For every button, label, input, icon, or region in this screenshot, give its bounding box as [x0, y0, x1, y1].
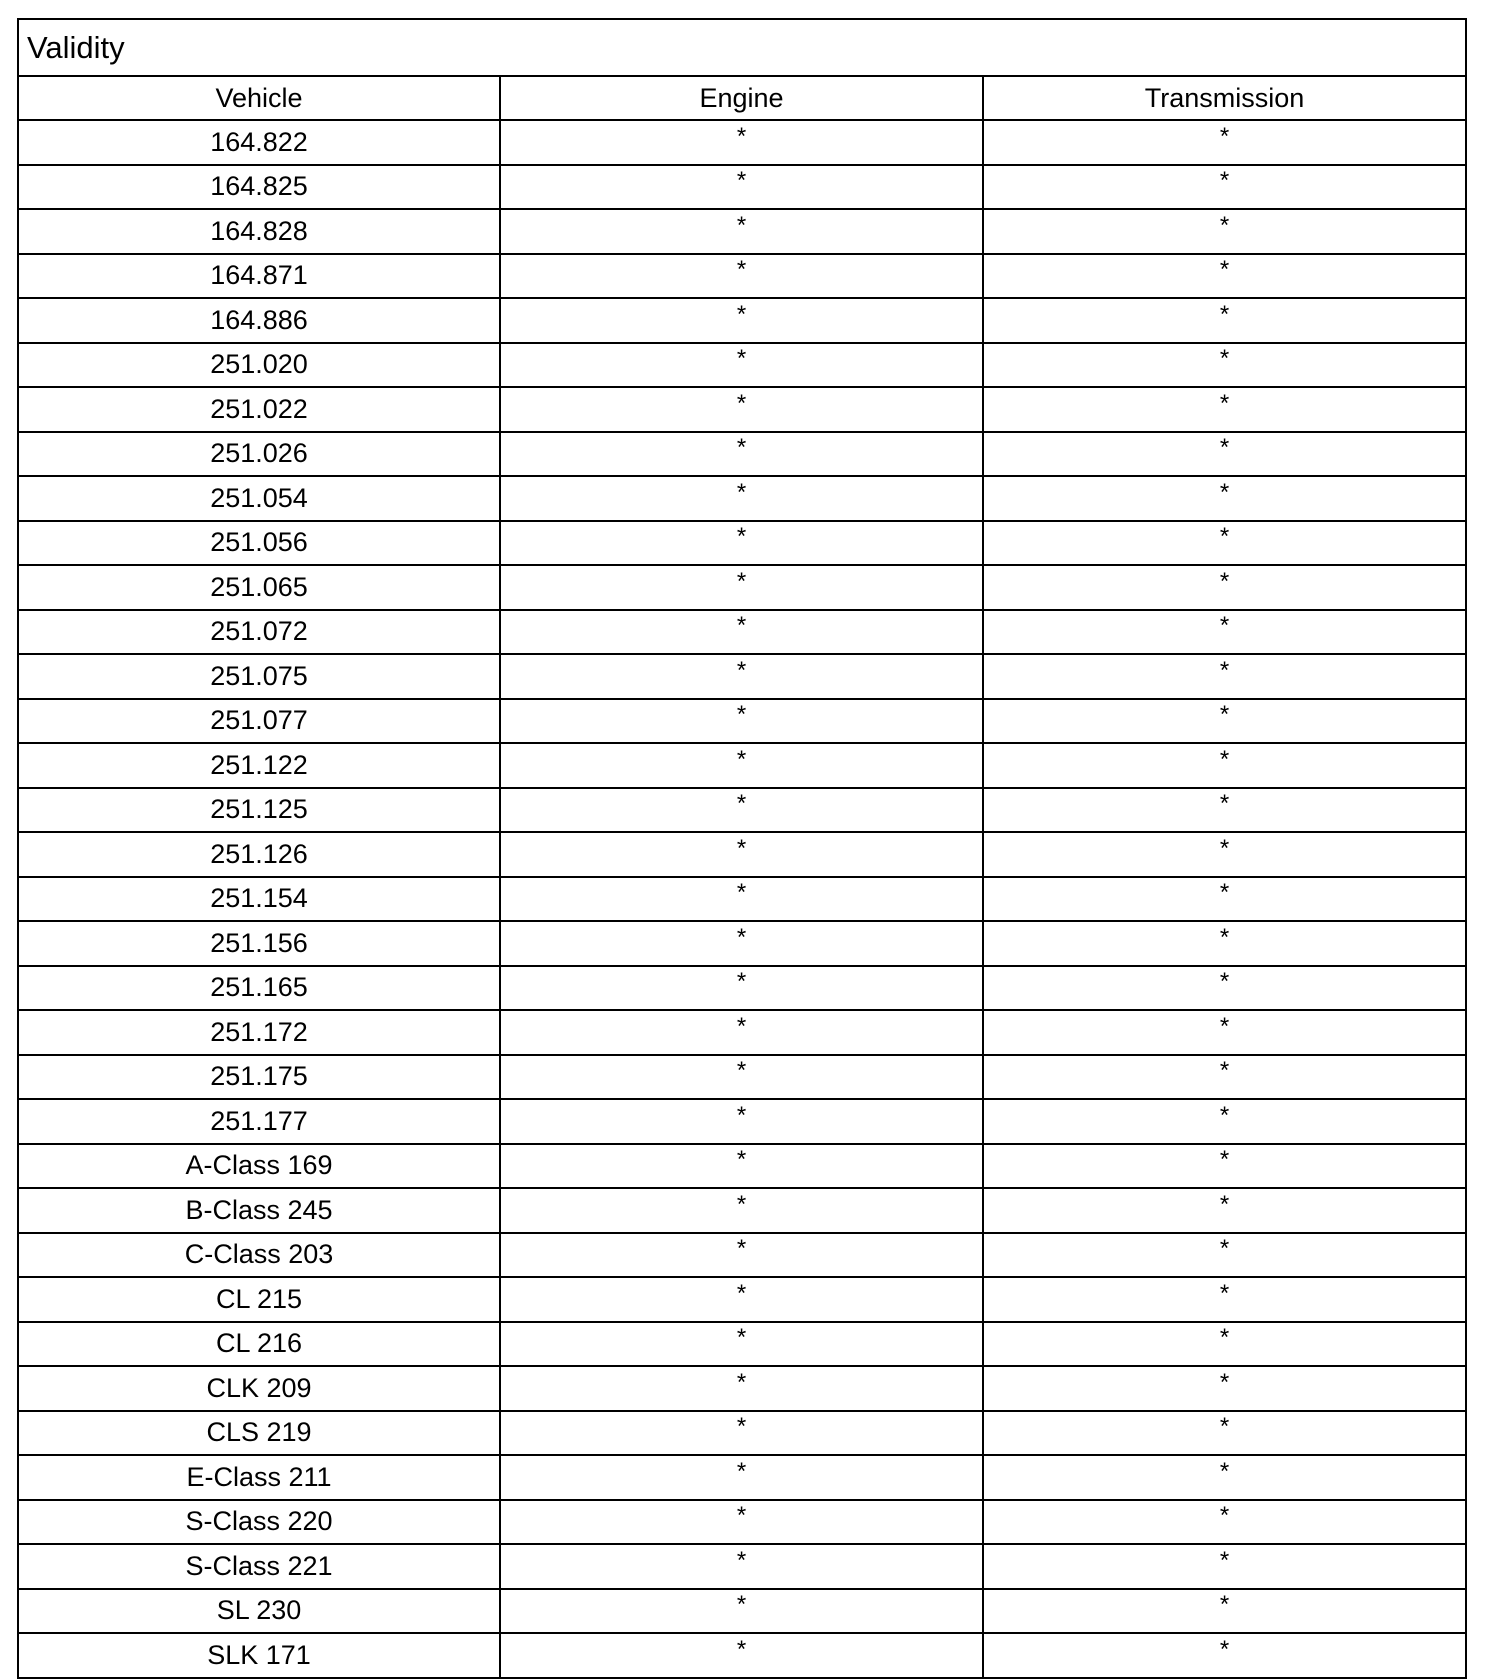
engine-value: *	[736, 1591, 747, 1619]
engine-cell	[500, 1500, 983, 1545]
table-row	[18, 743, 1466, 788]
engine-cell	[500, 521, 983, 566]
table-row	[18, 1055, 1466, 1100]
vehicle-cell: 164.822	[18, 120, 500, 165]
engine-value: *	[736, 656, 747, 684]
engine-value: *	[736, 1235, 747, 1263]
transmission-cell	[983, 521, 1466, 566]
engine-value: *	[736, 211, 747, 239]
table-row	[18, 1277, 1466, 1322]
transmission-cell	[983, 610, 1466, 655]
table-row	[18, 165, 1466, 210]
engine-value: *	[736, 745, 747, 773]
engine-cell	[500, 120, 983, 165]
table-row	[18, 1411, 1466, 1456]
table-row	[18, 1322, 1466, 1367]
table-row	[18, 699, 1466, 744]
engine-value: *	[736, 1413, 747, 1441]
transmission-value: *	[1219, 1190, 1230, 1218]
vehicle-cell: 164.828	[18, 209, 500, 254]
transmission-value: *	[1219, 478, 1230, 506]
transmission-value: *	[1219, 1591, 1230, 1619]
engine-cell	[500, 966, 983, 1011]
vehicle-cell: 251.165	[18, 966, 500, 1011]
vehicle-cell: 251.125	[18, 788, 500, 833]
engine-cell	[500, 1099, 983, 1144]
vehicle-cell: CLK 209	[18, 1366, 500, 1411]
vehicle-cell: 251.077	[18, 699, 500, 744]
vehicle-cell: S-Class 221	[18, 1544, 500, 1589]
transmission-cell	[983, 1500, 1466, 1545]
table-row	[18, 1544, 1466, 1589]
engine-value: *	[736, 345, 747, 373]
transmission-value: *	[1219, 211, 1230, 239]
engine-value: *	[736, 1324, 747, 1352]
transmission-cell	[983, 1188, 1466, 1233]
vehicle-cell: CL 215	[18, 1277, 500, 1322]
vehicle-cell: CLS 219	[18, 1411, 500, 1456]
transmission-cell	[983, 254, 1466, 299]
transmission-cell	[983, 120, 1466, 165]
engine-value: *	[736, 1057, 747, 1085]
engine-cell	[500, 832, 983, 877]
vehicle-cell: 251.020	[18, 343, 500, 388]
engine-value: *	[736, 968, 747, 996]
table-row	[18, 120, 1466, 165]
header-row	[18, 76, 1466, 120]
engine-cell	[500, 1233, 983, 1278]
transmission-cell	[983, 1589, 1466, 1634]
table-row	[18, 298, 1466, 343]
transmission-value: *	[1219, 790, 1230, 818]
engine-value: *	[736, 434, 747, 462]
engine-cell	[500, 699, 983, 744]
transmission-cell	[983, 1544, 1466, 1589]
engine-cell	[500, 387, 983, 432]
transmission-cell	[983, 565, 1466, 610]
header-vehicle: Vehicle	[18, 76, 500, 120]
table-row	[18, 1589, 1466, 1634]
transmission-value: *	[1219, 567, 1230, 595]
transmission-cell	[983, 699, 1466, 744]
transmission-value: *	[1219, 167, 1230, 195]
engine-cell	[500, 1455, 983, 1500]
transmission-value: *	[1219, 1235, 1230, 1263]
transmission-cell	[983, 1322, 1466, 1367]
transmission-value: *	[1219, 1324, 1230, 1352]
transmission-value: *	[1219, 1457, 1230, 1485]
table-row	[18, 610, 1466, 655]
engine-value: *	[736, 1012, 747, 1040]
vehicle-cell: 251.154	[18, 877, 500, 922]
table-row	[18, 1099, 1466, 1144]
vehicle-cell: 251.072	[18, 610, 500, 655]
engine-value: *	[736, 1635, 747, 1663]
engine-value: *	[736, 256, 747, 284]
engine-cell	[500, 343, 983, 388]
engine-value: *	[736, 1146, 747, 1174]
engine-value: *	[736, 1546, 747, 1574]
transmission-cell	[983, 877, 1466, 922]
engine-cell	[500, 1144, 983, 1189]
engine-cell	[500, 1188, 983, 1233]
transmission-cell	[983, 966, 1466, 1011]
engine-value: *	[736, 1457, 747, 1485]
transmission-cell	[983, 165, 1466, 210]
vehicle-cell: SL 230	[18, 1589, 500, 1634]
transmission-value: *	[1219, 1012, 1230, 1040]
vehicle-cell: 251.022	[18, 387, 500, 432]
engine-value: *	[736, 478, 747, 506]
header-transmission: Transmission	[983, 76, 1466, 120]
engine-cell	[500, 1010, 983, 1055]
engine-cell	[500, 788, 983, 833]
table-row	[18, 832, 1466, 877]
transmission-value: *	[1219, 122, 1230, 150]
transmission-value: *	[1219, 1635, 1230, 1663]
transmission-value: *	[1219, 389, 1230, 417]
table-row	[18, 1233, 1466, 1278]
engine-cell	[500, 165, 983, 210]
transmission-cell	[983, 343, 1466, 388]
table-row	[18, 1633, 1466, 1678]
transmission-cell	[983, 1010, 1466, 1055]
transmission-value: *	[1219, 1368, 1230, 1396]
transmission-value: *	[1219, 523, 1230, 551]
engine-value: *	[736, 1190, 747, 1218]
vehicle-cell: 251.065	[18, 565, 500, 610]
vehicle-cell: 251.054	[18, 476, 500, 521]
transmission-cell	[983, 832, 1466, 877]
vehicle-cell: 251.122	[18, 743, 500, 788]
engine-value: *	[736, 1368, 747, 1396]
engine-cell	[500, 610, 983, 655]
table-row	[18, 476, 1466, 521]
transmission-cell	[983, 921, 1466, 966]
transmission-value: *	[1219, 656, 1230, 684]
engine-value: *	[736, 1502, 747, 1530]
header-engine: Engine	[500, 76, 983, 120]
transmission-value: *	[1219, 1279, 1230, 1307]
validity-table	[17, 18, 1467, 1679]
transmission-value: *	[1219, 1413, 1230, 1441]
engine-cell	[500, 432, 983, 477]
engine-cell	[500, 1633, 983, 1678]
transmission-value: *	[1219, 345, 1230, 373]
transmission-cell	[983, 743, 1466, 788]
vehicle-cell: 251.026	[18, 432, 500, 477]
transmission-cell	[983, 1099, 1466, 1144]
vehicle-cell: SLK 171	[18, 1633, 500, 1678]
transmission-value: *	[1219, 1502, 1230, 1530]
engine-cell	[500, 298, 983, 343]
vehicle-cell: A-Class 169	[18, 1144, 500, 1189]
transmission-value: *	[1219, 834, 1230, 862]
table-row	[18, 343, 1466, 388]
table-row	[18, 921, 1466, 966]
table-row	[18, 387, 1466, 432]
vehicle-cell: B-Class 245	[18, 1188, 500, 1233]
engine-value: *	[736, 790, 747, 818]
table-row	[18, 654, 1466, 699]
table-title: Validity	[18, 19, 1466, 76]
transmission-value: *	[1219, 745, 1230, 773]
engine-value: *	[736, 612, 747, 640]
transmission-value: *	[1219, 701, 1230, 729]
transmission-cell	[983, 1633, 1466, 1678]
transmission-cell	[983, 476, 1466, 521]
vehicle-cell: 251.075	[18, 654, 500, 699]
vehicle-cell: 251.175	[18, 1055, 500, 1100]
title-row	[18, 19, 1466, 76]
transmission-value: *	[1219, 923, 1230, 951]
transmission-cell	[983, 788, 1466, 833]
engine-value: *	[736, 1279, 747, 1307]
transmission-value: *	[1219, 879, 1230, 907]
table-row	[18, 1500, 1466, 1545]
vehicle-cell: 164.886	[18, 298, 500, 343]
engine-cell	[500, 1277, 983, 1322]
vehicle-cell: S-Class 220	[18, 1500, 500, 1545]
transmission-cell	[983, 209, 1466, 254]
engine-cell	[500, 254, 983, 299]
engine-value: *	[736, 122, 747, 150]
transmission-cell	[983, 1233, 1466, 1278]
vehicle-cell: 164.871	[18, 254, 500, 299]
engine-value: *	[736, 834, 747, 862]
engine-cell	[500, 743, 983, 788]
engine-cell	[500, 921, 983, 966]
transmission-cell	[983, 654, 1466, 699]
engine-value: *	[736, 167, 747, 195]
vehicle-cell: 251.172	[18, 1010, 500, 1055]
table-row	[18, 565, 1466, 610]
engine-cell	[500, 1589, 983, 1634]
table-row	[18, 254, 1466, 299]
vehicle-cell: 251.156	[18, 921, 500, 966]
engine-cell	[500, 877, 983, 922]
table-row	[18, 1188, 1466, 1233]
vehicle-cell: C-Class 203	[18, 1233, 500, 1278]
engine-value: *	[736, 701, 747, 729]
transmission-value: *	[1219, 612, 1230, 640]
transmission-cell	[983, 432, 1466, 477]
table-row	[18, 877, 1466, 922]
engine-cell	[500, 209, 983, 254]
transmission-value: *	[1219, 1057, 1230, 1085]
transmission-value: *	[1219, 1546, 1230, 1574]
engine-value: *	[736, 389, 747, 417]
engine-cell	[500, 476, 983, 521]
engine-value: *	[736, 1101, 747, 1129]
engine-cell	[500, 1411, 983, 1456]
engine-value: *	[736, 923, 747, 951]
engine-value: *	[736, 300, 747, 328]
transmission-value: *	[1219, 256, 1230, 284]
table-body	[18, 19, 1466, 1678]
transmission-value: *	[1219, 1146, 1230, 1174]
engine-cell	[500, 1055, 983, 1100]
transmission-cell	[983, 1411, 1466, 1456]
transmission-cell	[983, 1366, 1466, 1411]
vehicle-cell: 251.126	[18, 832, 500, 877]
table-row	[18, 1144, 1466, 1189]
engine-cell	[500, 1322, 983, 1367]
table-row	[18, 521, 1466, 566]
engine-cell	[500, 1366, 983, 1411]
vehicle-cell: E-Class 211	[18, 1455, 500, 1500]
vehicle-cell: CL 216	[18, 1322, 500, 1367]
transmission-value: *	[1219, 968, 1230, 996]
vehicle-cell: 251.056	[18, 521, 500, 566]
table-row	[18, 209, 1466, 254]
transmission-cell	[983, 1277, 1466, 1322]
transmission-value: *	[1219, 300, 1230, 328]
transmission-cell	[983, 1455, 1466, 1500]
engine-cell	[500, 565, 983, 610]
engine-value: *	[736, 567, 747, 595]
transmission-cell	[983, 1144, 1466, 1189]
vehicle-cell: 164.825	[18, 165, 500, 210]
transmission-cell	[983, 1055, 1466, 1100]
engine-value: *	[736, 523, 747, 551]
table-row	[18, 1455, 1466, 1500]
transmission-cell	[983, 298, 1466, 343]
transmission-value: *	[1219, 434, 1230, 462]
transmission-value: *	[1219, 1101, 1230, 1129]
engine-value: *	[736, 879, 747, 907]
vehicle-cell: 251.177	[18, 1099, 500, 1144]
engine-cell	[500, 1544, 983, 1589]
table-row	[18, 1366, 1466, 1411]
table-row	[18, 966, 1466, 1011]
transmission-cell	[983, 387, 1466, 432]
table-row	[18, 1010, 1466, 1055]
table-row	[18, 432, 1466, 477]
engine-cell	[500, 654, 983, 699]
table-row	[18, 788, 1466, 833]
